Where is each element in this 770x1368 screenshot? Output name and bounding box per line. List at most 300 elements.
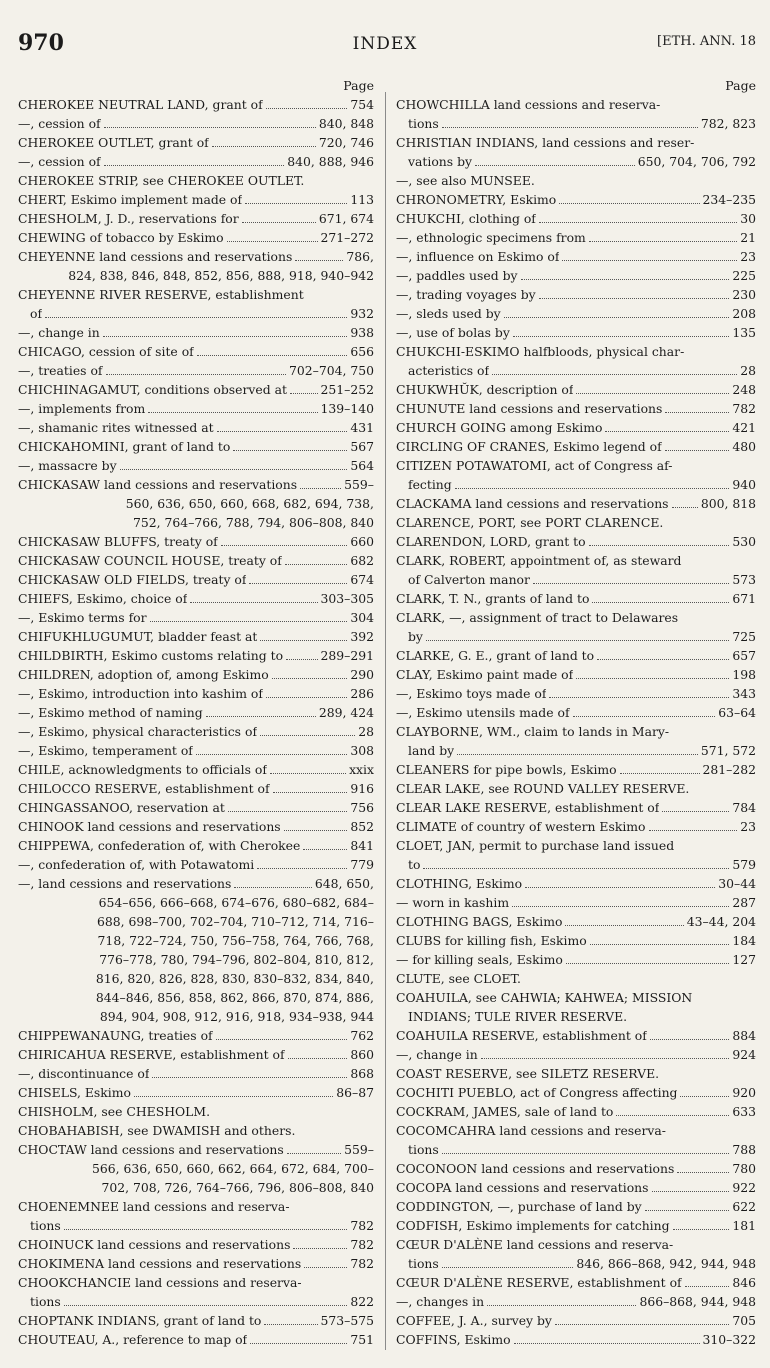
entry-pages: 304 <box>350 610 374 625</box>
entry-text: of <box>30 306 43 321</box>
entry-pages: 21 <box>740 230 756 245</box>
entry-text: —, paddles used by <box>396 268 518 283</box>
entry-text: CHILE, acknowledgments to officials of <box>18 762 267 777</box>
dot-leader <box>457 754 698 755</box>
index-entry <box>396 513 756 532</box>
entry-text: vations by <box>408 154 472 169</box>
entry-pages: 779 <box>350 857 374 872</box>
index-entry <box>18 399 374 418</box>
entry-text: COAST RESERVE, see SILETZ RESERVE. <box>396 1066 660 1081</box>
entry-pages: 932 <box>350 306 374 321</box>
entry-pages: 127 <box>732 952 756 967</box>
entry-text: CODDINGTON, —, purchase of land by <box>396 1199 642 1214</box>
entry-pages: 23 <box>740 819 756 834</box>
entry-text: CLEAR LAKE RESERVE, establishment of <box>396 800 660 815</box>
index-entry <box>18 779 374 798</box>
dot-leader <box>286 659 317 660</box>
entry-text: CHOOKCHANCIE land cessions and reserva- <box>18 1275 302 1290</box>
entry-pages: 940 <box>732 477 756 492</box>
entry-text: CLARKE, G. E., grant of land to <box>396 648 595 663</box>
index-entry <box>396 1083 756 1102</box>
dot-leader <box>504 317 730 318</box>
entry-pages: 705 <box>732 1313 756 1328</box>
index-entry <box>396 703 756 722</box>
index-entry <box>18 513 374 532</box>
entry-text: —, Eskimo, introduction into kashim of <box>18 686 263 701</box>
entry-text: CHICAGO, cession of site of <box>18 344 194 359</box>
index-entry <box>396 456 756 475</box>
entry-pages: 248 <box>732 382 756 397</box>
index-entry <box>396 1254 756 1273</box>
entry-text: CHOKIMENA land cessions and reservations <box>18 1256 302 1271</box>
entry-text: —, Eskimo terms for <box>18 610 147 625</box>
entry-text: CLOTHING BAGS, Eskimo <box>396 914 563 929</box>
index-entry <box>18 380 374 399</box>
entry-text: — for killing seals, Eskimo <box>396 952 563 967</box>
index-entry <box>18 703 374 722</box>
dot-leader <box>266 697 347 698</box>
entry-pages: 30 <box>740 211 756 226</box>
dot-leader <box>442 1153 730 1154</box>
entry-text: CHEROKEE NEUTRAL LAND, grant of <box>18 97 263 112</box>
entry-pages: 622 <box>732 1199 756 1214</box>
index-entry <box>396 665 756 684</box>
entry-text: CLARK, T. N., grants of land to <box>396 591 590 606</box>
page-title: INDEX <box>352 34 418 54</box>
entry-text: COCKRAM, JAMES, sale of land to <box>396 1104 614 1119</box>
entry-pages: 281–282 <box>702 762 756 777</box>
dot-leader <box>103 336 348 337</box>
index-entry <box>396 779 756 798</box>
index-entry <box>18 893 374 912</box>
dot-leader <box>672 507 698 508</box>
entry-text: CLOTHING, Eskimo <box>396 876 523 891</box>
index-entry <box>18 798 374 817</box>
entry-text: CLEANERS for pipe bowls, Eskimo <box>396 762 617 777</box>
dot-leader <box>662 811 729 812</box>
dot-leader <box>616 1115 729 1116</box>
entry-pages: 113 <box>350 192 374 207</box>
dot-leader <box>266 108 348 109</box>
dot-leader <box>521 279 730 280</box>
entry-text: CHIRICAHUA RESERVE, establishment of <box>18 1047 285 1062</box>
dot-leader <box>673 1229 730 1230</box>
index-entry <box>396 1311 756 1330</box>
entry-text: fecting <box>408 477 452 492</box>
index-entry <box>18 323 374 342</box>
index-entry <box>396 1064 756 1083</box>
entry-pages: 573–575 <box>320 1313 374 1328</box>
dot-leader <box>549 697 729 698</box>
dot-leader <box>650 1039 730 1040</box>
entry-text: tions <box>408 116 439 131</box>
dot-leader <box>513 336 730 337</box>
dot-leader <box>64 1229 348 1230</box>
entry-pages: 392 <box>350 629 374 644</box>
index-entry <box>396 1197 756 1216</box>
entry-pages: 938 <box>350 325 374 340</box>
index-entry <box>396 912 756 931</box>
entry-pages: 782 <box>350 1218 374 1233</box>
entry-pages: 756 <box>350 800 374 815</box>
entry-text: —, changes in <box>396 1294 485 1309</box>
entry-pages: 657 <box>732 648 756 663</box>
entry-pages: 308 <box>350 743 374 758</box>
index-entry <box>396 741 756 760</box>
index-entry <box>18 912 374 931</box>
dot-leader <box>304 1267 347 1268</box>
dot-leader <box>525 887 715 888</box>
entry-pages: 564 <box>350 458 374 473</box>
dot-leader <box>217 431 348 432</box>
entry-text: CHIPPEWA, confederation of, with Cherokee <box>18 838 301 853</box>
index-entry <box>396 1140 756 1159</box>
index-entry <box>396 418 756 437</box>
dot-leader <box>152 1077 347 1078</box>
dot-leader <box>576 393 729 394</box>
dot-leader <box>573 716 716 717</box>
index-entry <box>396 190 756 209</box>
dot-leader <box>221 545 348 546</box>
index-entry <box>18 1102 374 1121</box>
index-entry <box>18 950 374 969</box>
dot-leader <box>300 488 341 489</box>
entry-text: —, ethnologic specimens from <box>396 230 586 245</box>
index-entry <box>396 266 756 285</box>
index-entry <box>18 665 374 684</box>
entry-pages: 916 <box>350 781 374 796</box>
index-entry <box>18 1121 374 1140</box>
entry-pages: 671, 674 <box>318 211 374 226</box>
entry-text: CLUTE, see CLOET. <box>396 971 521 986</box>
entry-pages: 421 <box>732 420 756 435</box>
entry-pages: 920 <box>732 1085 756 1100</box>
entry-text: CHRONOMETRY, Eskimo <box>396 192 557 207</box>
dot-leader <box>104 165 285 166</box>
entry-text: —, implements from <box>18 401 146 416</box>
dot-leader <box>605 431 729 432</box>
index-entry <box>396 1292 756 1311</box>
entry-text: — worn in kashim <box>396 895 510 910</box>
entry-text: CLACKAMA land cessions and reservations <box>396 496 669 511</box>
index-entry <box>396 114 756 133</box>
dot-leader <box>104 127 316 128</box>
index-column-right <box>396 78 756 1349</box>
index-entry <box>18 1083 374 1102</box>
index-entry <box>396 399 756 418</box>
dot-leader <box>245 203 347 204</box>
entry-text: —, change in <box>396 1047 478 1062</box>
index-entry <box>396 570 756 589</box>
entry-pages: 754 <box>350 97 374 112</box>
dot-leader <box>295 260 343 261</box>
entry-pages: 762 <box>350 1028 374 1043</box>
index-entry <box>396 608 756 627</box>
dot-leader <box>533 583 729 584</box>
dot-leader <box>565 925 683 926</box>
index-entry <box>396 1330 756 1349</box>
entry-pages: 648, 650, <box>314 876 374 891</box>
entry-text: CLARK, —, assignment of tract to Delawares <box>396 610 679 625</box>
entry-pages: 573 <box>732 572 756 587</box>
entry-pages: 28 <box>740 363 756 378</box>
entry-pages: 431 <box>350 420 374 435</box>
entry-text: CHINOOK land cessions and reservations <box>18 819 281 834</box>
dot-leader <box>216 1039 348 1040</box>
page-number: 970 <box>18 30 64 56</box>
entry-text: CHICKASAW BLUFFS, treaty of <box>18 534 218 549</box>
index-entry <box>18 1254 374 1273</box>
entry-text: CLIMATE of country of western Eskimo <box>396 819 646 834</box>
entry-pages: 674 <box>350 572 374 587</box>
entry-pages: 289, 424 <box>318 705 374 720</box>
entry-text: COCOPA land cessions and reservations <box>396 1180 649 1195</box>
index-entry <box>396 798 756 817</box>
entry-text: CLAY, Eskimo paint made of <box>396 667 574 682</box>
entry-text: 718, 722–724, 750, 756–758, 764, 766, 768, <box>97 933 374 948</box>
entry-text: —, confederation of, with Potawatomi <box>18 857 255 872</box>
index-entry <box>18 532 374 551</box>
entry-text: tions <box>408 1142 439 1157</box>
entry-text: CODFISH, Eskimo implements for catching <box>396 1218 670 1233</box>
dot-leader <box>539 222 737 223</box>
dot-leader <box>442 1267 574 1268</box>
dot-leader <box>197 355 348 356</box>
entry-text: CHIEFS, Eskimo, choice of <box>18 591 188 606</box>
entry-text: CHOCTAW land cessions and reservations <box>18 1142 284 1157</box>
entry-text: COAHUILA RESERVE, establishment of <box>396 1028 647 1043</box>
entry-text: COCHITI PUEBLO, act of Congress affecting <box>396 1085 678 1100</box>
entry-text: CHRISTIAN INDIANS, land cessions and reser- <box>396 135 695 150</box>
entry-pages: 28 <box>358 724 374 739</box>
entry-pages: 725 <box>732 629 756 644</box>
index-entry <box>18 741 374 760</box>
entry-text: CHOUTEAU, A., reference to map of <box>18 1332 248 1347</box>
index-entry <box>396 285 756 304</box>
entry-text: CHUKCHI-ESKIMO halfbloods, physical char- <box>396 344 685 359</box>
index-entry <box>396 171 756 190</box>
index-entry <box>18 228 374 247</box>
column-divider <box>385 92 386 1350</box>
index-entry <box>18 1273 374 1292</box>
entry-text: by <box>408 629 423 644</box>
dot-leader <box>106 374 286 375</box>
index-entry <box>18 551 374 570</box>
entry-text: CHICKASAW OLD FIELDS, treaty of <box>18 572 247 587</box>
entry-text: 894, 904, 908, 912, 916, 918, 934–938, 944 <box>99 1009 374 1024</box>
column-page-label: Page <box>343 78 374 93</box>
index-entry <box>396 817 756 836</box>
entry-pages: 868 <box>350 1066 374 1081</box>
dot-leader <box>196 754 347 755</box>
dot-leader <box>665 450 730 451</box>
index-entry <box>18 209 374 228</box>
entry-pages: 846, 866–868, 942, 944, 948 <box>576 1256 756 1271</box>
entry-text: CLOET, JAN, permit to purchase land issued <box>396 838 675 853</box>
index-entry <box>18 684 374 703</box>
index-entry <box>396 1121 756 1140</box>
index-entry <box>396 760 756 779</box>
dot-leader <box>512 906 729 907</box>
entry-text: —, Eskimo, physical characteristics of <box>18 724 258 739</box>
index-entry <box>18 570 374 589</box>
entry-text: CLARENCE, PORT, see PORT CLARENCE. <box>396 515 664 530</box>
entry-text: CHOPTANK INDIANS, grant of land to <box>18 1313 262 1328</box>
index-entry <box>18 1292 374 1311</box>
index-entry <box>396 874 756 893</box>
dot-leader <box>227 241 318 242</box>
entry-pages: 135 <box>732 325 756 340</box>
dot-leader <box>555 1324 729 1325</box>
index-entry <box>18 874 374 893</box>
entry-pages: 633 <box>732 1104 756 1119</box>
entry-text: —, land cessions and reservations <box>18 876 232 891</box>
entry-text: CHILDBIRTH, Eskimo customs relating to <box>18 648 284 663</box>
index-entry <box>18 760 374 779</box>
entry-text: CIRCLING OF CRANES, Eskimo legend of <box>396 439 662 454</box>
entry-text: CHOINUCK land cessions and reservations <box>18 1237 291 1252</box>
index-entry <box>396 133 756 152</box>
entry-pages: 780 <box>732 1161 756 1176</box>
entry-pages: 720, 746 <box>318 135 374 150</box>
entry-text: CHIPPEWANAUNG, treaties of <box>18 1028 213 1043</box>
dot-leader <box>426 640 729 641</box>
index-entry <box>18 190 374 209</box>
entry-text: CHILDREN, adoption of, among Eskimo <box>18 667 269 682</box>
entry-pages: 286 <box>350 686 374 701</box>
entry-pages: 852 <box>350 819 374 834</box>
entry-pages: 841 <box>350 838 374 853</box>
entry-text: —, cession of <box>18 116 101 131</box>
entry-pages: 23 <box>740 249 756 264</box>
entry-pages: 567 <box>350 439 374 454</box>
entry-pages: 251–252 <box>320 382 374 397</box>
dot-leader <box>234 887 311 888</box>
dot-leader <box>242 222 316 223</box>
entry-text: CHISELS, Eskimo <box>18 1085 131 1100</box>
index-entry <box>396 1045 756 1064</box>
entry-text: CHICKASAW COUNCIL HOUSE, treaty of <box>18 553 282 568</box>
running-head: [ETH. ANN. 18 <box>657 34 756 49</box>
entry-text: —, Eskimo method of naming <box>18 705 203 720</box>
index-entry <box>18 95 374 114</box>
dot-leader <box>272 678 348 679</box>
index-entry <box>18 418 374 437</box>
index-entry <box>396 475 756 494</box>
dot-leader <box>303 849 347 850</box>
index-entry <box>18 1064 374 1083</box>
index-entry <box>396 1159 756 1178</box>
entry-pages: 559– <box>344 1142 374 1157</box>
index-entry <box>396 361 756 380</box>
index-entry <box>396 893 756 912</box>
entry-pages: 530 <box>732 534 756 549</box>
dot-leader <box>423 868 729 869</box>
dot-leader <box>685 1286 730 1287</box>
entry-pages: 751 <box>350 1332 374 1347</box>
entry-pages: 225 <box>732 268 756 283</box>
entry-pages: 30–44 <box>718 876 756 891</box>
dot-leader <box>284 830 348 831</box>
index-entry <box>18 266 374 285</box>
entry-text: —, Eskimo, temperament of <box>18 743 193 758</box>
entry-pages: 682 <box>350 553 374 568</box>
index-entry <box>18 152 374 171</box>
entry-pages: 303–305 <box>320 591 374 606</box>
page-header <box>0 22 770 62</box>
entry-pages: 786, <box>346 249 374 264</box>
entry-pages: 287 <box>732 895 756 910</box>
index-entry <box>18 608 374 627</box>
index-entry <box>18 494 374 513</box>
index-entry <box>18 1197 374 1216</box>
index-entry <box>396 209 756 228</box>
index-entry <box>18 836 374 855</box>
index-entry <box>18 1235 374 1254</box>
dot-leader <box>597 659 729 660</box>
entry-pages: 671 <box>732 591 756 606</box>
entry-pages: xxix <box>349 762 374 777</box>
entry-text: to <box>408 857 421 872</box>
dot-leader <box>45 317 347 318</box>
entry-text: —, cession of <box>18 154 101 169</box>
entry-text: 566, 636, 650, 660, 662, 664, 672, 684, 700– <box>91 1161 374 1176</box>
index-entry <box>18 589 374 608</box>
index-entry <box>18 1216 374 1235</box>
entry-pages: 289–291 <box>320 648 374 663</box>
entry-text: CHICKAHOMINI, grant of land to <box>18 439 231 454</box>
dot-leader <box>293 1248 347 1249</box>
entry-pages: 846 <box>732 1275 756 1290</box>
index-entry <box>18 1045 374 1064</box>
entry-pages: 660 <box>350 534 374 549</box>
entry-text: 702, 708, 726, 764–766, 796, 806–808, 840 <box>101 1180 374 1195</box>
entry-text: CHEROKEE OUTLET, grant of <box>18 135 209 150</box>
entry-text: COAHUILA, see CAHWIA; KAHWEA; MISSION <box>396 990 693 1005</box>
index-entry <box>18 475 374 494</box>
entry-pages: 840, 848 <box>318 116 374 131</box>
entry-text: CŒUR D'ALÈNE land cessions and reserva- <box>396 1237 674 1252</box>
dot-leader <box>260 735 355 736</box>
dot-leader <box>190 602 317 603</box>
entry-text: CITIZEN POTAWATOMI, act of Congress af- <box>396 458 673 473</box>
dot-leader <box>652 1191 730 1192</box>
index-entry <box>18 969 374 988</box>
entry-text: CHOBAHABISH, see DWAMISH and others. <box>18 1123 296 1138</box>
dot-leader <box>287 1153 341 1154</box>
dot-leader <box>270 773 346 774</box>
entry-text: COCOMCAHRA land cessions and reserva- <box>396 1123 666 1138</box>
entry-pages: 86–87 <box>336 1085 374 1100</box>
entry-text: CHIFUKHLUGUMUT, bladder feast at <box>18 629 258 644</box>
entry-text: —, Eskimo utensils made of <box>396 705 570 720</box>
entry-text: —, discontinuance of <box>18 1066 150 1081</box>
entry-pages: 230 <box>732 287 756 302</box>
column-page-label: Page <box>725 78 756 93</box>
index-entry <box>396 1273 756 1292</box>
entry-text: 844–846, 856, 858, 862, 866, 870, 874, 886, <box>95 990 374 1005</box>
entry-pages: 840, 888, 946 <box>287 154 374 169</box>
entry-text: —, change in <box>18 325 100 340</box>
index-column-left <box>18 78 374 1349</box>
index-entry <box>18 456 374 475</box>
index-entry <box>396 323 756 342</box>
dot-leader <box>589 545 730 546</box>
index-entry <box>18 817 374 836</box>
entry-pages: 559– <box>344 477 374 492</box>
entry-text: CHOENEMNEE land cessions and reserva- <box>18 1199 290 1214</box>
entry-pages: 63–64 <box>718 705 756 720</box>
